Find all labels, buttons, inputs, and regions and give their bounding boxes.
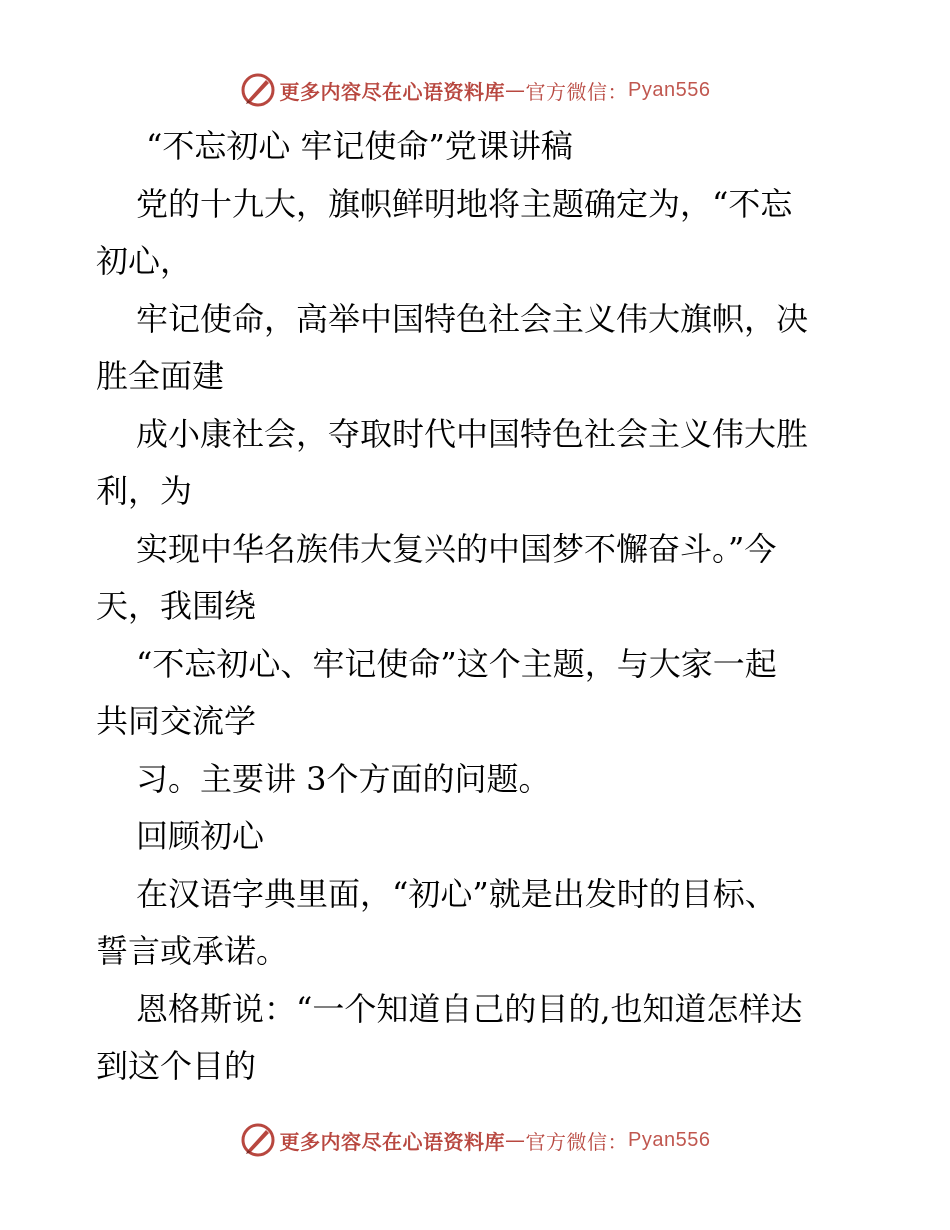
- document-body: [96, 118, 856, 1096]
- text-line: 成小康社会，夺取时代中国特色社会主义伟大胜: [136, 414, 809, 453]
- banner-wechat-label: 官方微信：: [525, 79, 629, 104]
- text-line: 天，我围绕: [96, 587, 257, 625]
- text-line: 誓言或承诺。: [96, 932, 289, 970]
- text-line: 恩格斯说：“一个知道自己的目的,也知道怎样达: [136, 989, 803, 1028]
- text-line: 初心，: [96, 242, 193, 280]
- banner-brand-text: 更多内容尽在心语资料库: [279, 1129, 506, 1154]
- banner-wechat-id: Pyan556: [628, 1128, 711, 1151]
- banner-wechat-id: Pyan556: [628, 78, 711, 101]
- text-line: 习。主要讲 3个方面的问题。: [136, 759, 551, 798]
- text-line: 在汉语字典里面，“初心”就是出发时的目标、: [136, 874, 777, 913]
- quill-pen-icon: [240, 1122, 276, 1158]
- text-line: 党的十九大，旗帜鲜明地将主题确定为，“不忘: [136, 184, 793, 223]
- header-banner: [0, 72, 950, 108]
- document-title: “不忘初心 牢记使命”党课讲稿: [146, 127, 573, 165]
- footer-banner: [0, 1122, 950, 1158]
- text-line: 胜全面建: [96, 357, 225, 395]
- text-line: 牢记使命，高举中国特色社会主义伟大旗帜，决: [136, 299, 809, 338]
- watermark-banner: [240, 1122, 711, 1158]
- banner-wechat-label: 官方微信：: [525, 1129, 629, 1154]
- banner-brand-text: 更多内容尽在心语资料库: [279, 79, 506, 104]
- text-line: 实现中华名族伟大复兴的中国梦不懈奋斗。”今: [136, 529, 777, 568]
- watermark-banner: [240, 72, 711, 108]
- quill-pen-icon: [240, 72, 276, 108]
- text-line: “不忘初心、牢记使命”这个主题，与大家一起: [136, 644, 777, 683]
- text-line: 共同交流学: [96, 702, 257, 740]
- text-line: 利，为: [96, 472, 193, 510]
- section-heading: 回顾初心: [136, 817, 265, 855]
- text-line: 到这个目的: [96, 1047, 257, 1085]
- banner-separator: —: [505, 78, 526, 102]
- banner-separator: —: [505, 1128, 526, 1152]
